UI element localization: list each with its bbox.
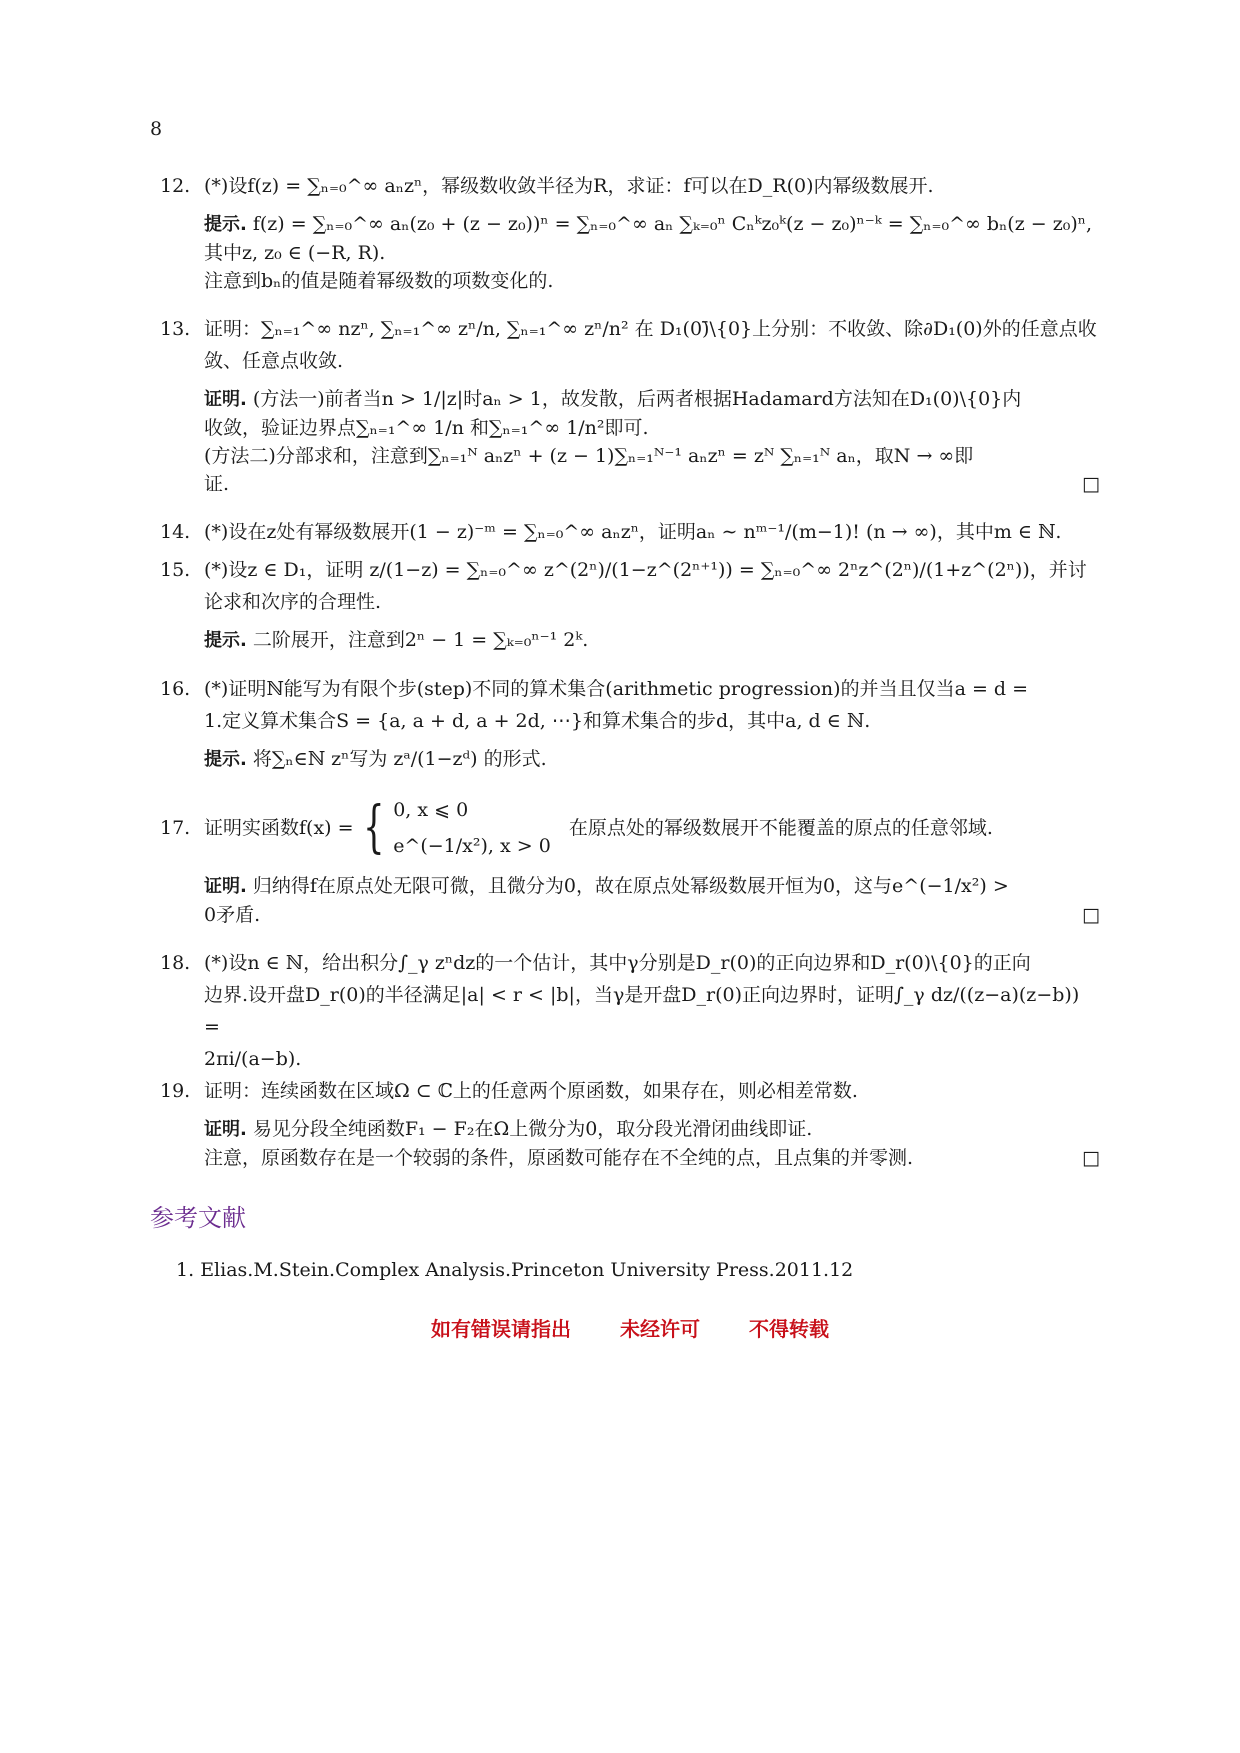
problem-14 — [160, 516, 1100, 548]
problem-text: (*)设z ∈ D₁，证明 z/(1−z) = ∑ₙ₌₀^∞ z^(2ⁿ)/(1−z^(2ⁿ⁺¹)) = ∑ₙ₌₀^∞ 2ⁿz^(2ⁿ)/(1+z^(2ⁿ))，并讨论求和次序的合理性. — [204, 559, 1087, 613]
proof-text: 收敛，验证边界点∑ₙ₌₁^∞ 1/n 和∑ₙ₌₁^∞ 1/n²即可. — [204, 417, 649, 439]
problem-text: 在原点处的幂级数展开不能覆盖的原点的任意邻域. — [568, 817, 993, 839]
proof-13 — [204, 385, 1100, 498]
problem-15 — [160, 554, 1100, 618]
copyright-notice — [160, 1313, 1100, 1342]
case-1: 0, x ⩽ 0 — [393, 799, 469, 821]
proof-text: 注意，原函数存在是一个较弱的条件，原函数可能存在不全纯的点，且点集的并零测. — [204, 1147, 914, 1169]
proof-text: (方法一)前者当n > 1/|z|时aₙ > 1，故发散，后两者根据Hadamard方法知在D₁(0)\{0}内 — [252, 388, 1022, 410]
hint-text: 二阶展开，注意到2ⁿ − 1 = ∑ₖ₌₀ⁿ⁻¹ 2ᵏ. — [252, 629, 589, 651]
proof-text: 0矛盾. — [204, 904, 261, 926]
problem-text: (*)证明ℕ能写为有限个步(step)不同的算术集合(arithmetic progression)的并当且仅当a = d = — [204, 678, 1029, 700]
problem-text: (*)设n ∈ ℕ，给出积分∫_γ zⁿdz的一个估计，其中γ分别是D_r(0)的正向边界和D_r(0)\{0}的正向 — [204, 952, 1031, 974]
problem-19 — [160, 1075, 1100, 1107]
proof-17 — [204, 872, 1100, 929]
hint-12 — [204, 210, 1100, 295]
problem-number: 16. — [160, 678, 191, 700]
proof-label: 证明. — [204, 1119, 247, 1140]
problem-number: 17. — [160, 817, 191, 839]
problem-text: (*)设f(z) = ∑ₙ₌₀^∞ aₙzⁿ，幂级数收敛半径为R，求证：f可以在D_R(0)内幂级数展开. — [204, 175, 934, 197]
references-title: 参考文献 — [150, 1204, 246, 1232]
proof-text: (方法二)分部求和，注意到∑ₙ₌₁ᴺ aₙzⁿ + (z − 1)∑ₙ₌₁ᴺ⁻¹ aₙzⁿ = zᴺ ∑ₙ₌₁ᴺ aₙ，取N → ∞即 — [204, 445, 974, 467]
notice-text: 不得转载 — [748, 1317, 829, 1341]
hint-label: 提示. — [204, 214, 247, 235]
proof-label: 证明. — [204, 876, 247, 897]
page-content — [150, 170, 1100, 1342]
qed-symbol: □ — [1082, 904, 1100, 926]
qed-symbol: □ — [1082, 1147, 1100, 1169]
proof-text: 易见分段全纯函数F₁ − F₂在Ω上微分为0，取分段光滑闭曲线即证. — [252, 1118, 813, 1140]
hint-16 — [204, 745, 1100, 774]
problem-13 — [160, 313, 1100, 377]
hint-label: 提示. — [204, 749, 247, 770]
problem-text: 证明：∑ₙ₌₁^∞ nzⁿ, ∑ₙ₌₁^∞ zⁿ/n, ∑ₙ₌₁^∞ zⁿ/n² 在 D₁(0)̄\{0}上分别：不收敛、除∂D₁(0)外的任意点收 — [204, 318, 1097, 340]
left-brace: { — [362, 795, 385, 860]
problem-text: 证明：连续函数在区域Ω ⊂ ℂ上的任意两个原函数，如果存在，则必相差常数. — [204, 1080, 858, 1102]
problem-number: 15. — [160, 559, 191, 581]
reference-item — [176, 1255, 1100, 1285]
page-number: 8 — [150, 118, 163, 140]
hint-text: 其中z, z₀ ∈ (−R, R). — [204, 242, 386, 264]
hint-text: f(z) = ∑ₙ₌₀^∞ aₙ(z₀ + (z − z₀))ⁿ = ∑ₙ₌₀^∞ aₙ ∑ₖ₌₀ⁿ Cₙᵏz₀ᵏ(z − z₀)ⁿ⁻ᵏ = ∑ₙ₌₀^∞ bₙ(z − z₀)ⁿ, — [252, 213, 1093, 235]
proof-text: 证. — [204, 473, 230, 495]
problem-17 — [160, 792, 1100, 864]
notice-text: 未经许可 — [620, 1317, 700, 1341]
notice-text: 如有错误请指出 — [431, 1317, 572, 1341]
problem-text: 证明实函数f(x) = — [204, 817, 354, 839]
problem-12 — [160, 170, 1100, 202]
problem-text: 2πi/(a−b). — [204, 1048, 302, 1070]
problem-18 — [160, 947, 1100, 1075]
problem-16 — [160, 673, 1100, 737]
problem-text: 1.定义算术集合S = {a, a + d, a + 2d, ⋯}和算术集合的步d，其中a, d ∈ ℕ. — [204, 710, 871, 732]
reference-text: Elias.M.Stein.Complex Analysis.Princeton University Press.2011.12 — [200, 1259, 854, 1281]
problem-text: (*)设在z处有幂级数展开(1 − z)⁻ᵐ = ∑ₙ₌₀^∞ aₙzⁿ，证明aₙ ∼ nᵐ⁻¹/(m−1)! (n → ∞)，其中m ∈ ℕ. — [204, 521, 1062, 543]
reference-number: 1. — [176, 1259, 195, 1281]
piecewise-cases — [393, 792, 551, 864]
hint-text: 将∑ₙ∈ℕ zⁿ写为 zᵃ/(1−zᵈ) 的形式. — [252, 748, 547, 770]
problem-number: 13. — [160, 318, 191, 340]
problem-text: 边界.设开盘D_r(0)的半径满足|a| < r < |b|，当γ是开盘D_r(0)正向边界时，证明∫_γ dz/((z−a)(z−b)) = — [204, 984, 1080, 1038]
problem-number: 12. — [160, 175, 191, 197]
hint-15 — [204, 626, 1100, 655]
problem-number: 14. — [160, 521, 191, 543]
proof-text: 归纳得f在原点处无限可微，且微分为0，故在原点处幂级数展开恒为0，这与e^(−1/x²) > — [252, 875, 1009, 897]
problem-text: 敛、任意点收敛. — [204, 350, 344, 372]
proof-19 — [204, 1115, 1100, 1172]
hint-label: 提示. — [204, 630, 247, 651]
case-2: e^(−1/x²), x > 0 — [393, 835, 551, 857]
problem-number: 19. — [160, 1080, 191, 1102]
proof-label: 证明. — [204, 389, 247, 410]
qed-symbol: □ — [1082, 473, 1100, 495]
hint-text: 注意到bₙ的值是随着幂级数的项数变化的. — [204, 270, 554, 292]
problem-number: 18. — [160, 952, 191, 974]
